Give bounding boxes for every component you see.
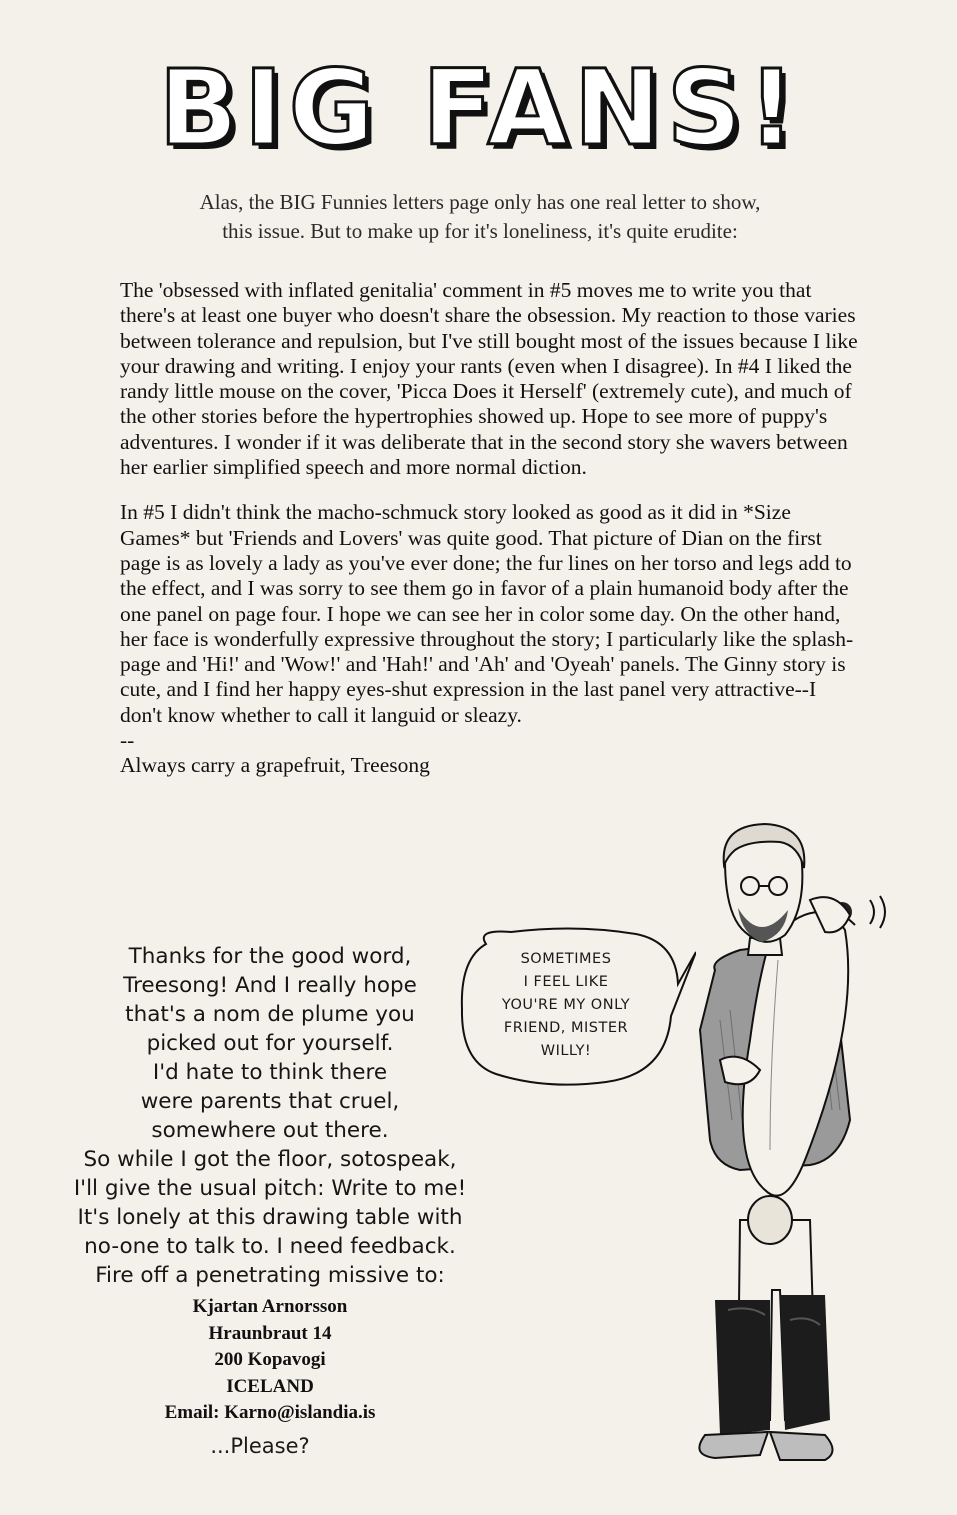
mailing-address bbox=[120, 1294, 420, 1427]
balloon-line: SOMETIMES bbox=[520, 951, 612, 967]
reply-line: I'll give the usual pitch: Write to me! bbox=[73, 1176, 467, 1201]
letter-paragraph: The 'obsessed with inflated genitalia' comment in #5 moves me to write you that there's at least one buyer who doesn't share the obsession. My reaction to those varies between tolerance and repulsion, but I've still bought most of the issues because I like your drawing and writing. I enjoy your rants (even when I disagree). In #4 I liked the randy little mouse on the cover, 'Picca Does it Herself' (extremely cute), and much of the other stories before the hypertrophies showed up. Hope to see more of puppy's adventures. I wonder if it was deliberate that in the second story she wavers between her earlier simplified speech and more normal diction. bbox=[120, 278, 858, 480]
reply-line: I'd hate to think there bbox=[152, 1060, 388, 1085]
reply-line: picked out for yourself. bbox=[146, 1031, 394, 1056]
page-title: BIG FANS! bbox=[158, 47, 802, 169]
balloon-line: YOU'RE MY ONLY bbox=[501, 997, 631, 1013]
reply-line: Treesong! And I really hope bbox=[123, 973, 417, 998]
reply-line: Fire off a penetrating missive to: bbox=[95, 1263, 445, 1288]
intro-line: this issue. But to make up for it's loneliness, it's quite erudite: bbox=[222, 219, 738, 243]
intro-text bbox=[120, 188, 840, 246]
reply-line: Thanks for the good word, bbox=[128, 944, 412, 969]
intro-line: Alas, the BIG Funnies letters page only has one real letter to show, bbox=[199, 190, 761, 214]
editor-reply bbox=[50, 942, 490, 1290]
reply-line: were parents that cruel, bbox=[140, 1089, 400, 1114]
reply-line: no-one to talk to. I need feedback. bbox=[84, 1234, 456, 1259]
address-street: Hraunbraut 14 bbox=[208, 1322, 332, 1344]
please-text: ...Please? bbox=[210, 1434, 310, 1458]
letter-paragraph: In #5 I didn't think the macho-schmuck story looked as good as it did in *Size Games* but 'Friends and Lovers' was quite good. That picture of Dian on the first page is as lovely a lady as you've ever done; the fur lines on her torso and legs add to the effect, and I was sorry to see them go in favor of a plain humanoid body after the one panel on page four. I hope we can see her in color some day. On the other hand, her face is wonderfully expressive throughout the story; I particularly like the splash-page and 'Hi!' and 'Wow!' and 'Hah!' and 'Ah' and 'Oyeah' panels. The Ginny story is cute, and I find her happy eyes-shut expression in the last panel very attractive--I don't know whether to call it languid or sleazy. bbox=[120, 500, 854, 727]
letter-dash: -- bbox=[120, 728, 135, 753]
balloon-line: I FEEL LIKE bbox=[523, 974, 609, 990]
reply-line: somewhere out there. bbox=[151, 1118, 389, 1143]
reply-line: It's lonely at this drawing table with bbox=[77, 1205, 463, 1230]
address-country: ICELAND bbox=[226, 1375, 314, 1397]
address-email: Email: Karno@islandia.is bbox=[164, 1402, 376, 1423]
reply-line: So while I got the floor, sotospeak, bbox=[83, 1147, 457, 1172]
reply-line: that's a nom de plume you bbox=[125, 1002, 415, 1027]
reader-letter bbox=[120, 278, 860, 779]
cartoon-figure-illustration bbox=[620, 820, 920, 1470]
balloon-line: WILLY! bbox=[540, 1043, 592, 1059]
balloon-line: FRIEND, MISTER bbox=[503, 1020, 629, 1036]
letter-signoff: Always carry a grapefruit, Treesong bbox=[120, 753, 430, 778]
address-city: 200 Kopavogi bbox=[214, 1349, 326, 1370]
address-name: Kjartan Arnorsson bbox=[192, 1296, 348, 1317]
